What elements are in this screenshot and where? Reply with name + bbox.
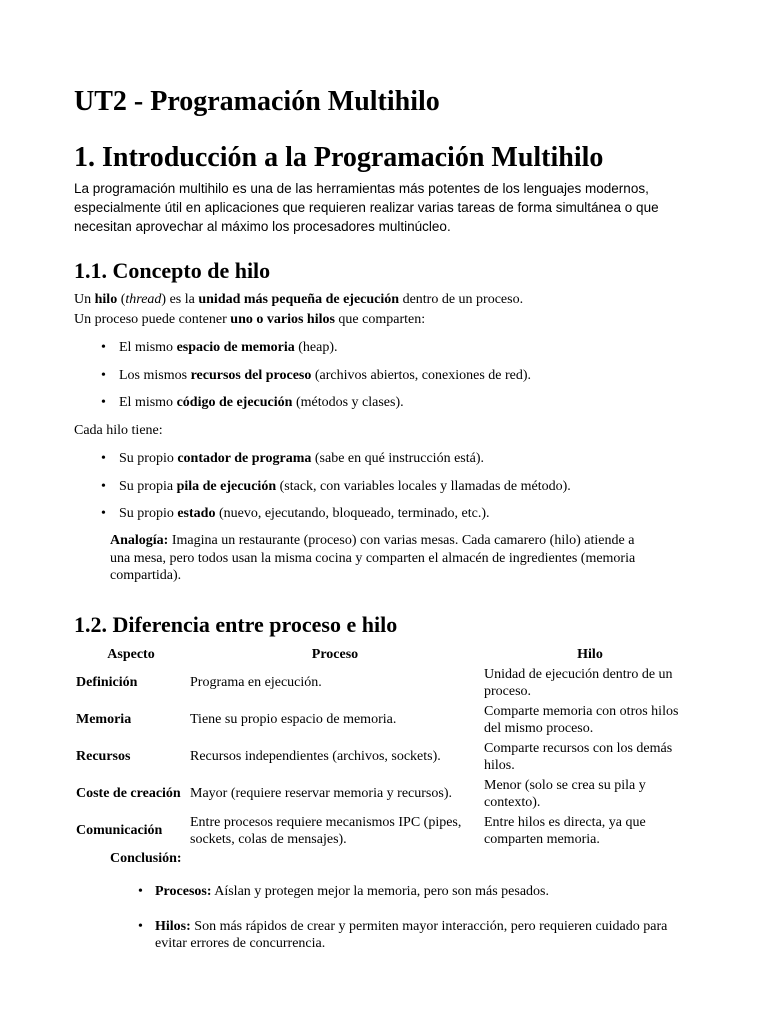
bullet-icon: •	[101, 506, 106, 521]
table-cell: Unidad de ejecución dentro de un proceso.	[484, 666, 673, 699]
bullet-icon: •	[101, 451, 106, 466]
table-cell: Recursos	[76, 749, 131, 764]
process-contains-line	[74, 310, 425, 329]
table-cell: Programa en ejecución.	[190, 675, 322, 690]
table-cell: Definición	[76, 675, 138, 690]
table-row	[74, 812, 698, 849]
text-run: Los mismos	[119, 368, 191, 383]
bold-term: estado	[177, 506, 216, 521]
table-row	[74, 664, 698, 701]
text-run: dentro de un proceso.	[399, 292, 524, 307]
conclusion-item	[138, 883, 678, 900]
table-cell: Mayor (requiere reservar memoria y recursos).	[190, 786, 452, 801]
bold-term: recursos del proceso	[190, 368, 312, 383]
bold-term: contador de programa	[177, 451, 312, 466]
bold-term: espacio de memoria	[176, 340, 295, 355]
text-run: Su propio	[119, 506, 178, 521]
analogy-text: Imagina un restaurante (proceso) con varias mesas. Cada camarero (hilo) atiende a una mesa, pero todos usan la misma cocina y comparten el almacén de ingredientes (memoria compartida).	[110, 533, 636, 583]
text-run: Aíslan y protegen mejor la memoria, pero son más pesados.	[211, 884, 549, 899]
table-cell: Recursos independientes (archivos, sockets).	[190, 749, 441, 764]
table-cell: Memoria	[76, 712, 132, 727]
bold-term: uno o varios hilos	[230, 312, 335, 327]
analogy-note	[110, 532, 650, 585]
list-item	[101, 338, 338, 357]
section-1-2-heading: 1.2. Diferencia entre proceso e hilo	[74, 612, 398, 637]
bullet-icon: •	[138, 884, 143, 899]
bullet-icon: •	[101, 479, 106, 494]
bold-term: unidad más pequeña de ejecución	[198, 292, 400, 307]
text-run: Un proceso puede contener	[74, 312, 231, 327]
conclusion-text	[138, 883, 678, 900]
text-run: Su propia	[119, 479, 177, 494]
list-item	[101, 477, 571, 496]
text-run: (archivos abiertos, conexiones de red).	[311, 368, 532, 383]
table-header-row	[74, 645, 698, 664]
text-run: El mismo	[119, 340, 177, 355]
analogy-label: Analogía:	[110, 533, 169, 548]
text-run: Su propio	[119, 451, 178, 466]
comparison-table	[74, 645, 698, 849]
table-cell: Comunicación	[76, 823, 163, 838]
bullet-icon: •	[101, 395, 106, 410]
conclusion-label: Conclusión:	[110, 851, 182, 866]
hilo-definition-line	[74, 290, 523, 309]
table-cell: Coste de creación	[76, 786, 181, 801]
list-item	[101, 449, 484, 468]
document-title: UT2 - Programación Multihilo	[74, 86, 440, 117]
table-row	[74, 775, 698, 812]
section-1-heading: 1. Introducción a la Programación Multihilo	[74, 142, 604, 173]
text-run: Son más rápidos de crear y permiten mayor interacción, pero requieren cuidado para evitar errores de concurrencia.	[155, 919, 668, 951]
table-cell: Comparte memoria con otros hilos del mismo proceso.	[484, 703, 679, 736]
italic-term: thread	[125, 292, 162, 307]
bullet-icon: •	[101, 340, 106, 355]
text-run: (heap).	[294, 340, 338, 355]
bold-term: código de ejecución	[176, 395, 293, 410]
column-header: Aspecto	[107, 647, 155, 662]
table-cell: Comparte recursos con los demás hilos.	[484, 740, 673, 773]
list-item	[101, 393, 404, 412]
text-run: (sabe en qué instrucción está).	[311, 451, 484, 466]
column-header: Proceso	[311, 647, 359, 662]
column-header: Hilo	[577, 647, 603, 662]
bold-term: hilo	[94, 292, 118, 307]
intro-paragraph: La programación multihilo es una de las herramientas más potentes de los lenguajes modernos, especialmente útil en aplicaciones que requieren realizar varias tareas de forma simultánea o que necesitan aprovechar al máximo los procesadores multinúcleo.	[74, 181, 659, 234]
text-run: Un	[74, 292, 95, 307]
list-item	[101, 366, 531, 385]
list-item	[101, 504, 490, 523]
text-run: (métodos y clases).	[292, 395, 404, 410]
text-run: (	[117, 292, 126, 307]
table-cell: Entre procesos requiere mecanismos IPC (pipes, sockets, colas de mensajes).	[190, 814, 462, 847]
text-run: (stack, con variables locales y llamadas de método).	[276, 479, 571, 494]
conclusion-item	[138, 918, 678, 952]
bullet-icon: •	[101, 368, 106, 383]
text-run: (nuevo, ejecutando, bloqueado, terminado, etc.).	[215, 506, 490, 521]
table-row	[74, 701, 698, 738]
table-cell: Tiene su propio espacio de memoria.	[190, 712, 397, 727]
text-run: El mismo	[119, 395, 177, 410]
bold-term: Procesos:	[155, 884, 212, 899]
section-1-1-heading: 1.1. Concepto de hilo	[74, 258, 271, 283]
bold-term: Hilos:	[155, 919, 191, 934]
bullet-icon: •	[138, 919, 143, 934]
conclusion-text	[138, 918, 678, 952]
table-row	[74, 738, 698, 775]
table-cell: Menor (solo se crea su pila y contexto).	[484, 777, 646, 810]
table-cell: Entre hilos es directa, ya que comparten memoria.	[484, 814, 646, 847]
text-run: ) es la	[161, 292, 199, 307]
bold-term: pila de ejecución	[176, 479, 277, 494]
text-run: que comparten:	[334, 312, 426, 327]
each-thread-label: Cada hilo tiene:	[74, 423, 163, 438]
